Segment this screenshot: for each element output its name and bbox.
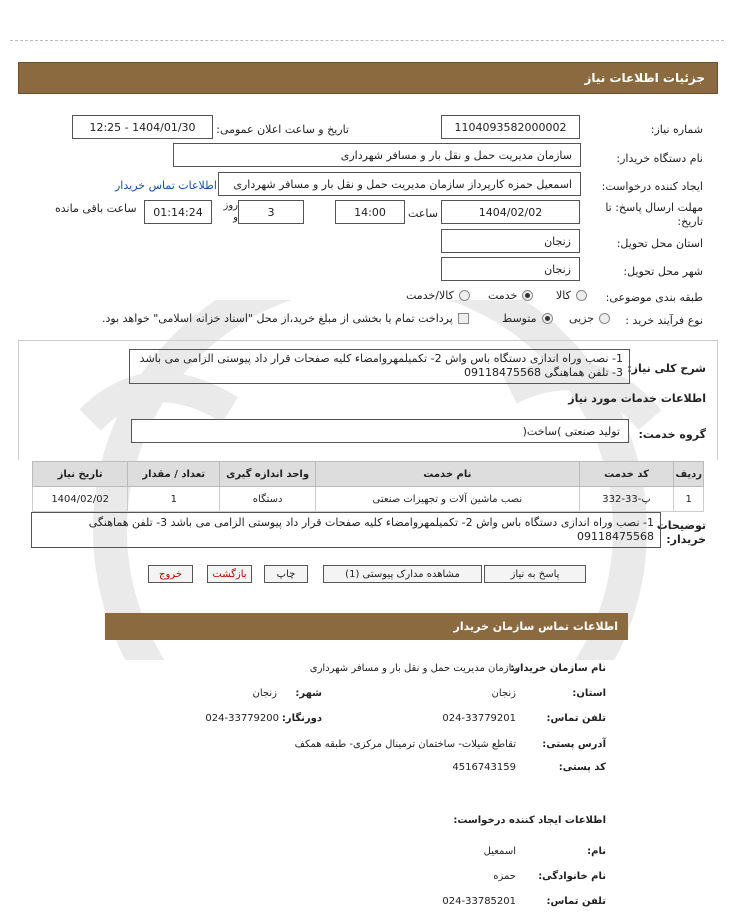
postal-value: 4516743159 — [452, 762, 516, 773]
radio-icon — [599, 313, 610, 324]
announce-label: تاریخ و ساعت اعلان عمومی: — [216, 123, 349, 136]
view-documents-button[interactable]: مشاهده مدارک پیوستی (1) — [323, 565, 482, 583]
table-header-row — [33, 462, 704, 487]
fax-value: 024-33779200 — [205, 713, 279, 724]
fax-label: دورنگار: — [281, 713, 322, 724]
services-table — [32, 461, 704, 512]
phone-label: تلفن تماس: — [546, 713, 606, 724]
contact-province-value: زنجان — [491, 688, 516, 699]
city-label: شهر محل تحویل: — [623, 265, 703, 278]
remaining-label: ساعت باقی مانده — [55, 202, 137, 215]
col-name: نام خدمت — [316, 462, 580, 487]
creator-info-title: اطلاعات ایجاد کننده درخواست: — [453, 815, 606, 826]
service-group-label: گروه خدمت: — [638, 428, 706, 441]
category-option-both[interactable]: کالا/خدمت — [406, 289, 470, 302]
col-date: تاریخ نیاز — [33, 462, 128, 487]
last-name-label: نام خانوادگی: — [538, 871, 606, 882]
first-name-value: اسمعیل — [483, 846, 516, 857]
contact-province-label: استان: — [572, 688, 606, 699]
col-qty: تعداد / مقدار — [128, 462, 220, 487]
deadline-time-field: 14:00 — [335, 200, 405, 224]
creator-phone-label: تلفن تماس: — [546, 896, 606, 907]
exit-button[interactable]: خروج — [148, 565, 193, 583]
print-button[interactable]: چاپ — [264, 565, 308, 583]
service-group-field: تولید صنعتی )ساخت( — [131, 419, 629, 443]
top-divider — [10, 40, 724, 41]
city-field: زنجان — [441, 257, 580, 281]
contact-section-title: اطلاعات تماس سازمان خریدار — [453, 620, 618, 633]
process-label: نوع فرآیند خرید : — [625, 314, 703, 327]
category-option-service[interactable]: خدمت — [488, 289, 533, 302]
province-field: زنجان — [441, 229, 580, 253]
col-row: ردیف — [674, 462, 704, 487]
buyer-notes-field: 1- نصب وراه اندازی دستگاه باس واش 2- تکمیلمهروامضاء کلیه صفحات قرار داد پیوستی الزامی می باشد 3- تلفن هماهنگی 09118475568 — [31, 512, 661, 548]
days-label: روز و — [223, 200, 238, 223]
contact-section-header — [105, 613, 628, 640]
back-button[interactable]: بازگشت — [207, 565, 252, 583]
cell-code: پ-33-332 — [579, 487, 674, 512]
creator-phone-value: 024-33785201 — [442, 896, 516, 907]
summary-label: شرح کلی نیاز: — [627, 362, 706, 375]
reply-button[interactable]: پاسخ به نیاز — [484, 565, 586, 583]
need-number-label: شماره نیاز: — [650, 123, 703, 136]
creator-field: اسمعیل حمزه کارپرداز سازمان مدیریت حمل و نقل بار و مسافر شهرداری — [218, 172, 581, 196]
radio-icon — [576, 290, 587, 301]
table-row — [33, 487, 704, 512]
phone-value: 024-33779201 — [442, 713, 516, 724]
last-name-value: حمزه — [493, 871, 516, 882]
process-option-minor[interactable]: جزیی — [569, 312, 610, 325]
first-name-label: نام: — [587, 846, 606, 857]
remaining-field: 01:14:24 — [144, 200, 212, 224]
buyer-label: نام دستگاه خریدار: — [616, 152, 703, 165]
cell-name: نصب ماشین آلات و تجهیزات صنعتی — [316, 487, 580, 512]
contact-city-label: شهر: — [295, 688, 322, 699]
province-label: استان محل تحویل: — [616, 237, 703, 250]
creator-label: ایجاد کننده درخواست: — [601, 180, 703, 193]
services-title: اطلاعات خدمات مورد نیاز — [568, 392, 706, 405]
buyer-notes-label: توضیحات خریدار: — [656, 519, 706, 546]
col-unit: واحد اندازه گیری — [220, 462, 316, 487]
cell-row: 1 — [674, 487, 704, 512]
radio-icon — [459, 290, 470, 301]
org-label: نام سازمان خریدار: — [510, 663, 606, 674]
deadline-label: مهلت ارسال پاسخ: تا تاریخ: — [605, 201, 703, 228]
need-number-field: 1104093582000002 — [441, 115, 580, 139]
announce-field: 1404/01/30 - 12:25 — [72, 115, 213, 139]
radio-selected-icon — [522, 290, 533, 301]
radio-selected-icon — [542, 313, 553, 324]
process-option-medium[interactable]: متوسط — [502, 312, 553, 325]
time-label: ساعت — [408, 207, 438, 220]
category-label: طبقه بندی موضوعی: — [605, 291, 703, 304]
contact-city-value: زنجان — [252, 688, 277, 699]
days-field: 3 — [238, 200, 304, 224]
postal-label: کد پستی: — [558, 762, 606, 773]
deadline-date-field: 1404/02/02 — [441, 200, 580, 224]
page-title: جزئیات اطلاعات نیاز — [584, 71, 705, 85]
checkbox-icon — [458, 313, 469, 324]
address-value: تقاطع شیلات- ساختمان ترمینال مرکزی- طبقه همکف — [294, 739, 516, 750]
cell-date: 1404/02/02 — [33, 487, 128, 512]
cell-unit: دستگاه — [220, 487, 316, 512]
category-option-goods[interactable]: کالا — [556, 289, 587, 302]
buyer-field: سازمان مدیریت حمل و نقل بار و مسافر شهرداری — [173, 143, 581, 167]
address-label: آدرس پستی: — [542, 739, 606, 750]
org-value: سازمان مدیریت حمل و نقل بار و مسافر شهرداری — [309, 663, 520, 674]
col-code: کد خدمت — [579, 462, 674, 487]
summary-field: 1- نصب وراه اندازی دستگاه باس واش 2- تکمیلمهروامضاء کلیه صفحات قرار داد پیوستی الزامی می باشد 3- تلفن هماهنگی 09118475568 — [129, 349, 630, 384]
buyer-contact-link[interactable]: اطلاعات تماس خریدار — [115, 179, 217, 192]
page-header — [18, 62, 718, 94]
payment-note[interactable]: پرداخت تمام یا بخشی از مبلغ خرید،از محل "اسناد خزانه اسلامی" خواهد بود. — [102, 312, 469, 325]
cell-qty: 1 — [128, 487, 220, 512]
